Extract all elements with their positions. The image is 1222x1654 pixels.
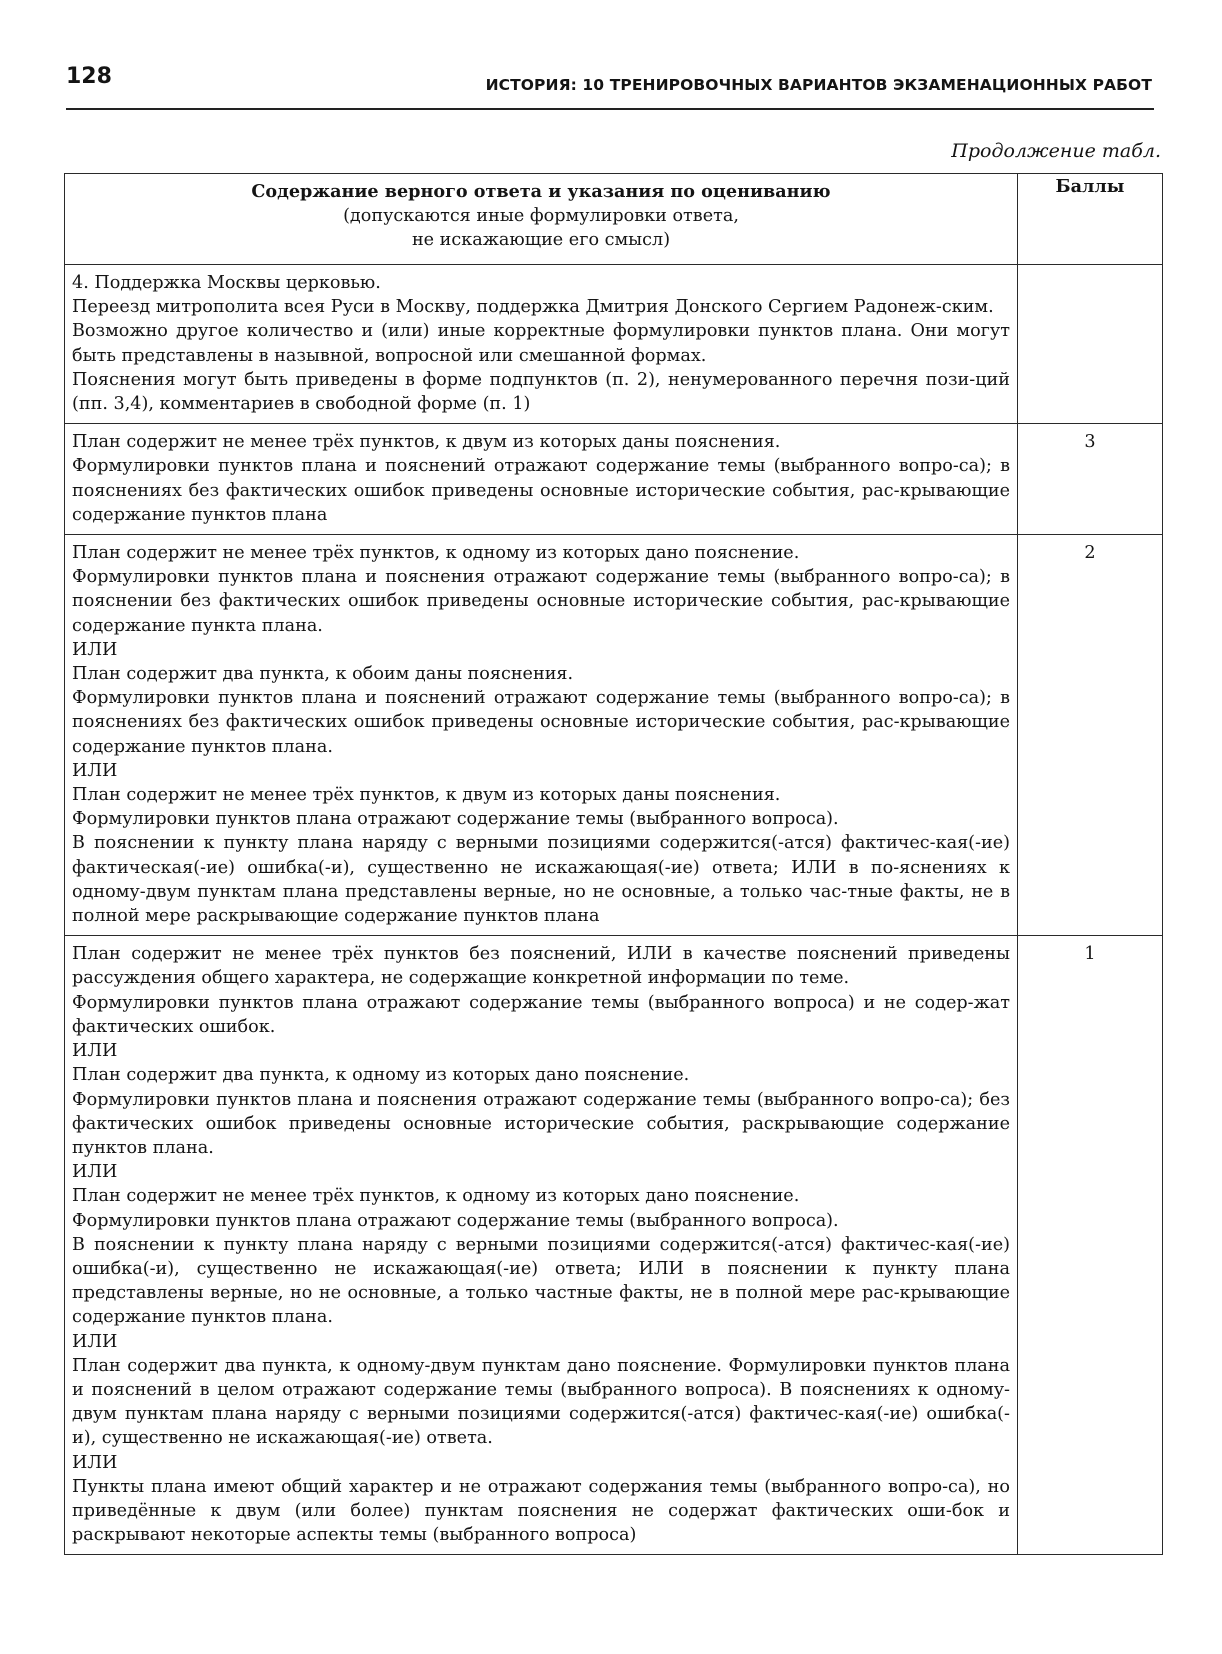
criteria-line: Возможно другое количество и (или) иные корректные формулировки пунктов плана. Они могут быть представлены в назывной, вопросной или смешанной формах.	[72, 321, 1010, 366]
table-row	[65, 535, 1163, 936]
criteria-header-note: (допускаются иные формулировки ответа,	[343, 206, 739, 227]
points-cell	[1018, 265, 1163, 424]
table-continuation-caption: Продолжение табл.	[951, 140, 1161, 162]
criteria-line: Формулировки пунктов плана отражают содержание темы (выбранного вопроса).	[72, 1210, 839, 1231]
scoring-table	[64, 173, 1163, 1555]
points-cell: 1	[1018, 936, 1163, 1555]
criteria-line: Формулировки пунктов плана и пояснения отражают содержание темы (выбранного вопро-са); в пояснении без фактических ошибок приведены основные исторические события, рас-крывающие содержание пункта плана.	[72, 567, 1010, 636]
table-body	[65, 265, 1163, 1555]
header-rule	[66, 108, 1154, 110]
table-row	[65, 265, 1163, 424]
criteria-line: План содержит не менее трёх пунктов без пояснений, ИЛИ в качестве пояснений приведены рассуждения общего характера, не содержащие конкретной информации по теме.	[72, 944, 1010, 989]
criteria-cell	[65, 265, 1018, 424]
criteria-line: ИЛИ	[72, 1331, 118, 1352]
criteria-line: В пояснении к пункту плана наряду с верными позициями содержится(-атся) фактичес-кая(-ие) фактическая(-ие) ошибка(-и), существенно не искажающая(-ие) ответа; ИЛИ в по-яснениях к одному-двум пунктам плана представлены верные, но не основные, а только час-тные факты, не в полной мере раскрывающие содержание пунктов плана	[72, 833, 1010, 927]
criteria-line: План содержит не менее трёх пунктов, к одному из которых дано пояснение.	[72, 1186, 800, 1207]
table-header-row	[65, 174, 1163, 265]
criteria-line: Формулировки пунктов плана и пояснения отражают содержание темы (выбранного вопро-са); без фактических ошибок приведены основные исторические события, раскрывающие содержание пунктов плана.	[72, 1089, 1010, 1158]
criteria-line: План содержит не менее трёх пунктов, к одному из которых дано пояснение.	[72, 543, 800, 564]
points-column-header: Баллы	[1018, 174, 1163, 265]
criteria-cell	[65, 535, 1018, 936]
criteria-line: План содержит два пункта, к одному из которых дано пояснение.	[72, 1065, 690, 1086]
table-row	[65, 936, 1163, 1555]
criteria-line: Переезд митрополита всея Руси в Москву, поддержка Дмитрия Донского Сергием Радонеж-ским.	[72, 297, 994, 318]
criteria-column-header	[65, 174, 1018, 265]
criteria-line: План содержит два пункта, к одному-двум пунктам дано пояснение. Формулировки пунктов плана и пояснений в целом отражают содержание темы (выбранного вопроса). В пояснениях к одному-двум пунктам плана наряду с верными позициями содержится(-атся) фактичес-кая(-ие) ошибка(-и), существенно не искажающая(-ие) ответа.	[72, 1355, 1010, 1449]
criteria-line: Формулировки пунктов плана и пояснений отражают содержание темы (выбранного вопро-са); в пояснениях без фактических ошибок приведены основные исторические события, рас-крывающие содержание пунктов плана	[72, 456, 1010, 525]
criteria-cell	[65, 936, 1018, 1555]
criteria-line: В пояснении к пункту плана наряду с верными позициями содержится(-атся) фактичес-кая(-ие) ошибка(-и), существенно не искажающая(-ие) ответа; ИЛИ в пояснении к пункту плана представлены верные, но не основные, а только частные факты, не в полной мере рас-крывающие содержание пунктов плана.	[72, 1234, 1010, 1328]
criteria-cell	[65, 424, 1018, 535]
criteria-line: План содержит не менее трёх пунктов, к двум из которых даны пояснения.	[72, 785, 781, 806]
criteria-line: План содержит не менее трёх пунктов, к двум из которых даны пояснения.	[72, 432, 781, 453]
criteria-header-title: Содержание верного ответа и указания по оцениванию	[251, 181, 831, 202]
criteria-line: ИЛИ	[72, 1162, 118, 1183]
points-cell: 2	[1018, 535, 1163, 936]
criteria-line: Пункты плана имеют общий характер и не отражают содержания темы (выбранного вопро-са), но приведённые к двум (или более) пунктам пояснения не содержат фактических оши-бок и раскрывают некоторые аспекты темы (выбранного вопроса)	[72, 1476, 1010, 1546]
criteria-line: ИЛИ	[72, 639, 118, 660]
table-row	[65, 424, 1163, 535]
criteria-line: 4. Поддержка Москвы церковью.	[72, 273, 381, 293]
criteria-line: Пояснения могут быть приведены в форме подпунктов (п. 2), ненумерованного перечня пози-ций (пп. 3,4), комментариев в свободной форме (п. 1)	[72, 369, 1010, 415]
criteria-line: Формулировки пунктов плана и пояснений отражают содержание темы (выбранного вопро-са); в пояснениях без фактических ошибок приведены основные исторические события, рас-крывающие содержание пунктов плана.	[72, 688, 1010, 757]
page-number: 128	[66, 64, 112, 89]
running-header: ИСТОРИЯ: 10 ТРЕНИРОВОЧНЫХ ВАРИАНТОВ ЭКЗАМЕНАЦИОННЫХ РАБОТ	[485, 76, 1152, 94]
criteria-line: Формулировки пунктов плана отражают содержание темы (выбранного вопроса) и не содер-жат фактических ошибок.	[72, 992, 1010, 1037]
criteria-header-note: не искажающие его смысл)	[411, 230, 671, 251]
criteria-line: План содержит два пункта, к обоим даны пояснения.	[72, 664, 574, 685]
points-cell: 3	[1018, 424, 1163, 535]
criteria-line: ИЛИ	[72, 1452, 118, 1473]
criteria-line: ИЛИ	[72, 1041, 118, 1062]
criteria-line: Формулировки пунктов плана отражают содержание темы (выбранного вопроса).	[72, 809, 839, 830]
criteria-line: ИЛИ	[72, 760, 118, 781]
